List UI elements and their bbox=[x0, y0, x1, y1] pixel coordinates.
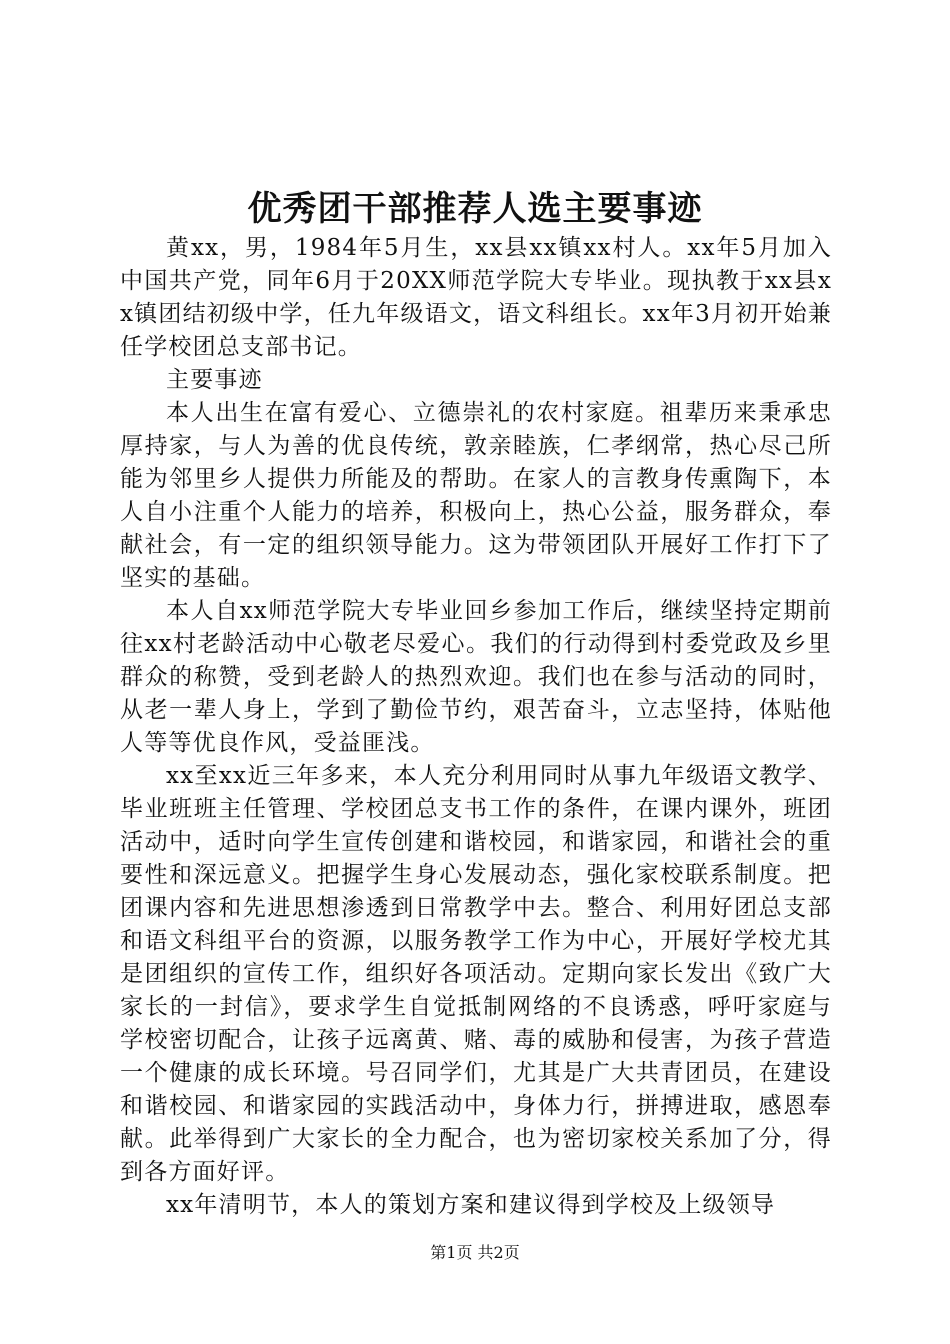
document-body bbox=[120, 232, 832, 1222]
paragraph-family: 本人出生在富有爱心、立德崇礼的农村家庭。祖辈历来秉承忠厚持家，与人为善的优良传统，敦亲睦族，仁孝纲常，热心尽己所能为邻里乡人提供力所能及的帮助。在家人的言教身传熏陶下，本人自小注重个人能力的培养，积极向上，热心公益，服务群众，奉献社会，有一定的组织领导能力。这为带领团队开展好工作打下了坚实的基础。 bbox=[120, 400, 832, 591]
document-title: 优秀团干部推荐人选主要事迹 bbox=[247, 189, 703, 229]
section-heading: 主要事迹 bbox=[166, 367, 263, 393]
paragraph-intro: 黄xx，男，1984年5月生，xx县xx镇xx村人。xx年5月加入中国共产党，同年6月于20XX师范学院大专毕业。现执教于xx县xx镇团结初级中学，任九年级语文，语文科组长。xx年3月初开始兼任学校团总支部书记。 bbox=[120, 235, 832, 360]
paragraph-qingming: xx年清明节，本人的策划方案和建议得到学校及上级领导 bbox=[166, 1192, 776, 1218]
page-footer: 第1页 共2页 bbox=[430, 1243, 520, 1262]
paragraph-volunteer: 本人自xx师范学院大专毕业回乡参加工作后，继续坚持定期前往xx村老龄活动中心敬老尽爱心。我们的行动得到村委党政及乡里群众的称赞，受到老龄人的热烈欢迎。我们也在参与活动的同时，从老一辈人身上，学到了勤俭节约，艰苦奋斗，立志坚持，体贴他人等等优良作风，受益匪浅。 bbox=[120, 598, 832, 756]
paragraph-teaching: xx至xx近三年多来，本人充分利用同时从事九年级语文教学、毕业班班主任管理、学校团总支书工作的条件，在课内课外，班团活动中，适时向学生宣传创建和谐校园，和谐家园，和谐社会的重要性和深远意义。把握学生身心发展动态，强化家校联系制度。把团课内容和先进思想渗透到日常教学中去。整合、利用好团总支部和语文科组平台的资源，以服务教学工作为中心，开展好学校尤其是团组织的宣传工作，组织好各项活动。定期向家长发出《致广大家长的一封信》，要求学生自觉抵制网络的不良诱惑，呼吁家庭与学校密切配合，让孩子远离黄、赌、毒的威胁和侵害，为孩子营造一个健康的成长环境。号召同学们，尤其是广大共青团员，在建设和谐校园、和谐家园的实践活动中，身体力行，拼搏进取，感恩奉献。此举得到广大家长的全力配合，也为密切家校关系加了分，得到各方面好评。 bbox=[120, 763, 832, 1185]
